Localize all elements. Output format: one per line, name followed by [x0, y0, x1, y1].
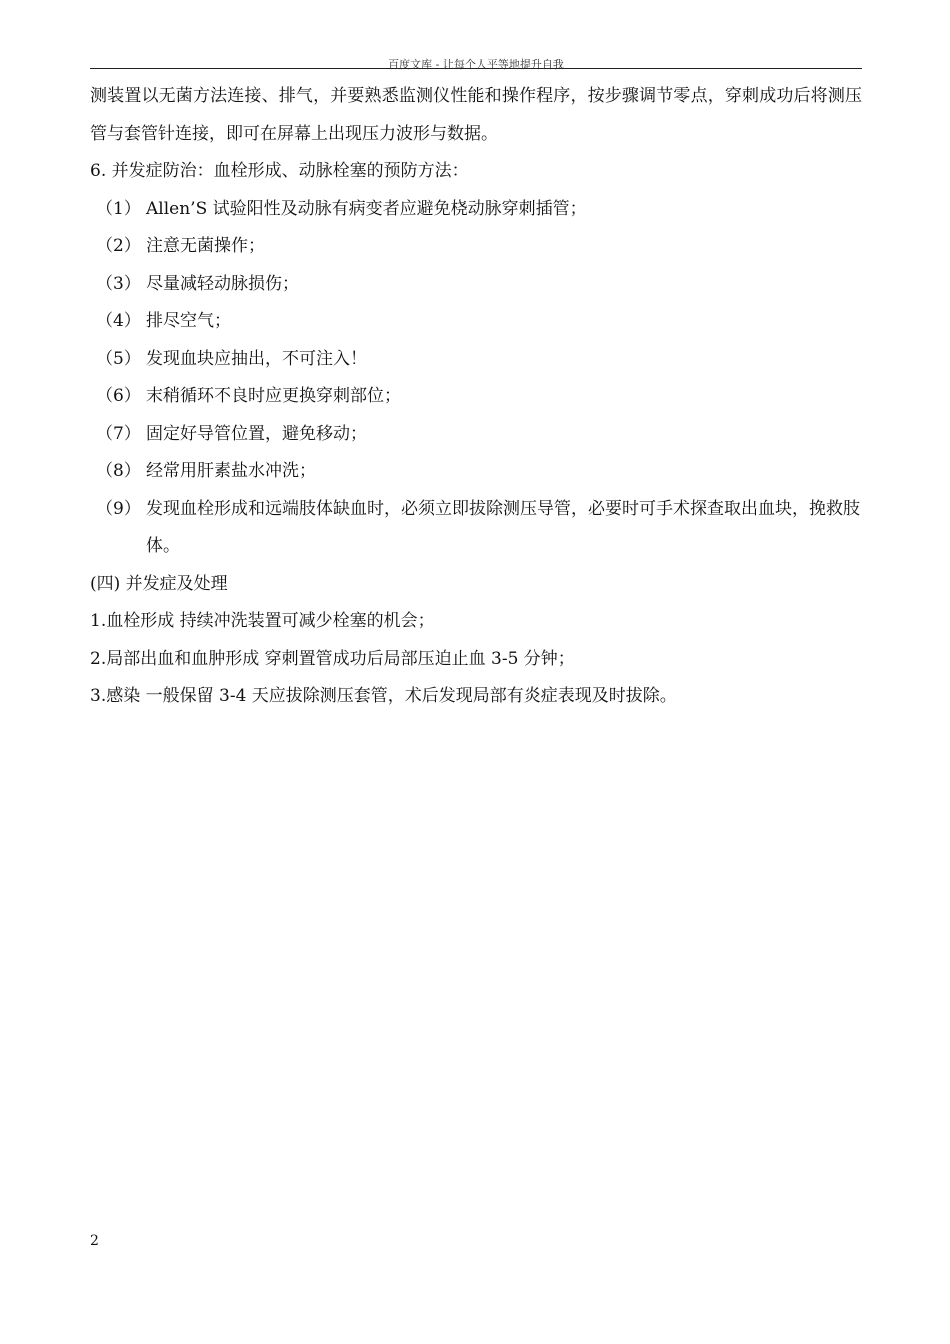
complication-item: 1.血栓形成 持续冲洗装置可减少栓塞的机会； [90, 611, 435, 631]
list-item-text: 固定好导管位置，避免移动； [146, 423, 367, 444]
list-item-number: （8） [96, 461, 141, 481]
list-item [90, 453, 862, 491]
list-item-number: （7） [96, 423, 141, 444]
list-item [90, 341, 862, 379]
list-item-text: Allen’S 试验阳性及动脉有病变者应避免桡动脉穿刺插管； [146, 198, 587, 219]
list-item [90, 228, 862, 266]
list-item-number: （9） [96, 498, 141, 519]
list-item-text: 排尽空气； [146, 311, 231, 331]
list-item [90, 191, 862, 229]
list-item [90, 491, 862, 566]
list-item-text: 经常用肝素盐水冲洗； [146, 461, 316, 481]
page-number: 2 [90, 1233, 99, 1249]
list-item-number: （5） [96, 348, 141, 369]
list-item-text: 尽量减轻动脉损伤； [146, 273, 299, 294]
list-item [90, 378, 862, 416]
list-item-text: 发现血栓形成和远端肢体缺血时，必须立即拔除测压导管，必要时可手术探查取出血块，挽救肢体。 [146, 498, 860, 556]
list-item-text: 发现血块应抽出，不可注入！ [146, 348, 367, 369]
list-item-number: （1） [96, 198, 141, 219]
list-item [90, 303, 862, 341]
complication-item: 2.局部出血和血肿形成 穿刺置管成功后局部压迫止血 3-5 分钟； [90, 648, 575, 669]
prevention-list [90, 191, 862, 566]
page-header: 百度文库 - 让每个人平等地提升自我 [388, 58, 564, 71]
list-item-number: （2） [96, 236, 141, 256]
list-item [90, 416, 862, 454]
header-rule [90, 68, 862, 69]
list-item [90, 266, 862, 304]
complications-list [90, 603, 862, 716]
document-body [90, 78, 862, 716]
complication-item: 3.感染 一般保留 3-4 天应拔除测压套管，术后发现局部有炎症表现及时拔除。 [90, 686, 677, 706]
list-item-number: （6） [96, 386, 141, 406]
list-item-text: 注意无菌操作； [146, 236, 265, 256]
section-4-heading: (四) 并发症及处理 [90, 573, 228, 594]
intro-paragraph: 测装置以无菌方法连接、排气，并要熟悉监测仪性能和操作程序，按步骤调节零点，穿刺成功后将测压管与套管针连接，即可在屏幕上出现压力波形与数据。 [90, 86, 862, 144]
list-item-number: （4） [96, 311, 141, 331]
list-item-text: 末稍循环不良时应更换穿刺部位； [146, 386, 401, 406]
section-6-heading: 6. 并发症防治：血栓形成、动脉栓塞的预防方法： [90, 161, 469, 181]
list-item-number: （3） [96, 273, 141, 294]
